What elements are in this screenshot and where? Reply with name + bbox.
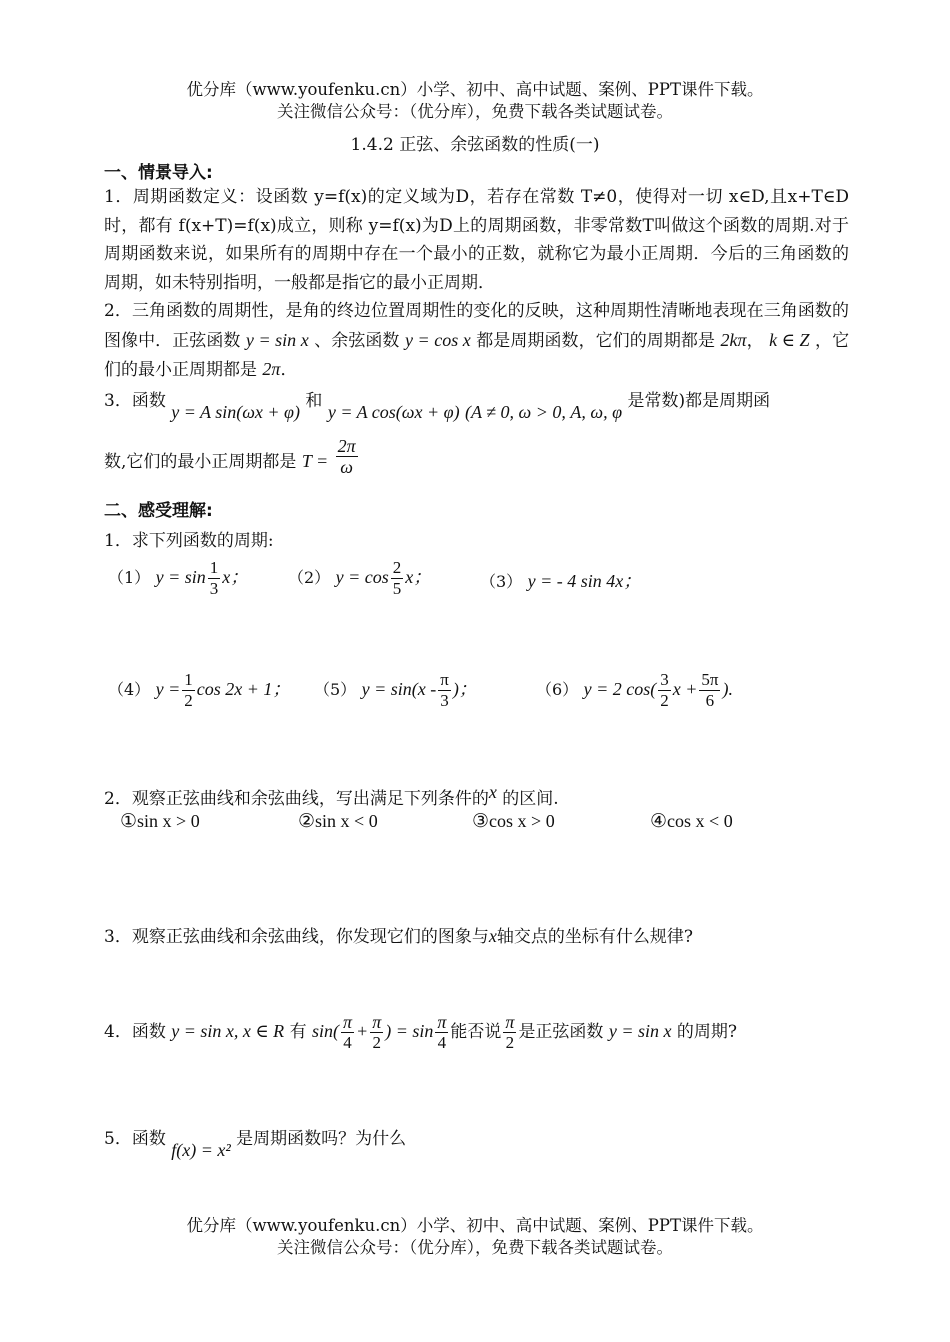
q1-item-2-post: x； [405, 567, 432, 587]
footer-line-2: 关注微信公众号：（优分库），免费下载各类试题试卷。 [277, 1238, 673, 1257]
q4-fraction-4 [503, 1012, 516, 1053]
q1-item-6-fraction-b [699, 670, 720, 711]
p3-text-c: 是常数)都是周期函 [627, 391, 771, 411]
fraction-numerator: 1 [184, 670, 193, 689]
p2-text-c: 都是周期函数，它们的周期都是 [476, 330, 716, 351]
q4-equals-sin: ) = sin [385, 1021, 434, 1041]
q1-item-5 [314, 670, 477, 711]
q3-text-b: 轴交点的坐标有什么规律? [496, 927, 693, 947]
q4-fraction-3 [435, 1012, 448, 1053]
paragraph-1: 1．周期函数定义：设函数 y=f(x)的定义域为D，若存在常数 T≠0，使得对一切 x∈D,且x+T∈D时，都有 f(x+T)=f(x)成立，则称 y=f(x)为D上的周期函数，非零常数T叫做这个函数的周期.对于周期函数来说，如果所有的周期中存在一个最小的正数，就称它为最小正周期．今后的三角函数的周期，如未特别指明，一般都是指它的最小正周期． [104, 187, 849, 293]
p3-cos-formula: y = A cos(ωx + φ) [327, 402, 460, 422]
p3-sin-formula: y = A sin(ωx + φ) [171, 402, 301, 422]
q1-item-4-post: cos 2x + 1； [196, 679, 291, 699]
q5-text-b: 是周期函数吗？为什么 [236, 1129, 407, 1149]
fraction-numerator: π [505, 1012, 515, 1032]
q2-item-1 [120, 810, 200, 832]
fraction-numerator: 1 [209, 558, 219, 577]
q1-item-5-fraction [438, 670, 451, 711]
fraction-denominator: 6 [705, 691, 715, 710]
p3-period-fraction [336, 436, 358, 477]
fraction-numerator: π [372, 1012, 382, 1032]
q3-text-a: 3．观察正弦曲线和余弦曲线，你发现它们的图象与 [104, 927, 489, 947]
paragraph-3-line-2 [104, 436, 360, 483]
q1-item-6-mid: x + [672, 679, 698, 699]
p3-text-d: 数,它们的最小正周期都是 [104, 452, 297, 472]
question-4 [104, 1012, 737, 1053]
q2-text-end: 的区间. [496, 789, 559, 809]
q2-item-1-expr: sin x > 0 [137, 811, 200, 831]
section-2-heading: 二、感受理解: [104, 501, 213, 521]
q1-item-1-post: x； [222, 567, 249, 587]
p2-text-b: 、余弦函数 [314, 330, 400, 351]
p3-fraction-denominator: ω [340, 457, 353, 477]
fraction-denominator: 3 [209, 579, 219, 598]
p3-fraction-numerator: 2π [337, 436, 356, 456]
fraction-numerator: 5π [701, 670, 719, 689]
q2-item-mark: ④ [650, 810, 668, 832]
q2-x: x [488, 782, 497, 802]
fraction-denominator: 4 [437, 1033, 447, 1052]
question-3 [104, 922, 693, 947]
q2-item-mark: ① [120, 810, 138, 832]
p2-k-in-z: k ∈ Z [769, 329, 810, 350]
q1-item-5-pre: y = sin(x - [361, 679, 437, 699]
fraction-numerator: 2 [392, 558, 402, 577]
q1-item-1-fraction [208, 558, 221, 599]
p2-period: 2kπ [720, 329, 747, 350]
q4-function-2: y = sin x [608, 1021, 672, 1041]
fraction-denominator: 3 [440, 691, 449, 710]
q1-item-1-pre: y = sin [155, 567, 206, 587]
q1-item-label: （5） [314, 680, 357, 699]
q1-item-6-pre: y = 2 cos( [583, 679, 657, 699]
q1-item-6-post: ). [722, 679, 733, 699]
q4-fraction-2 [370, 1012, 383, 1053]
fraction-numerator: 3 [660, 670, 669, 689]
p2-text-d: ， [746, 330, 764, 351]
p2-text-a: 2．三角函数的周期性，是角的终边位置周期性的变化的反映，这种周期性清晰地表现在三角函数的图像中．正弦函数 [104, 301, 849, 351]
p2-text-e: ，它们的最小正周期都是 [104, 330, 850, 380]
fraction-denominator: 2 [660, 691, 669, 710]
q4-sin-open: sin( [312, 1021, 339, 1041]
q1-item-4-pre: y = [155, 679, 181, 699]
p3-text-a: 3．函数 [104, 391, 166, 411]
q2-item-mark: ② [298, 810, 316, 832]
fraction-denominator: 5 [392, 579, 402, 598]
q1-item-5-post: )； [452, 679, 477, 699]
q2-text: 2．观察正弦曲线和余弦曲线，写出满足下列条件的 [104, 789, 489, 809]
q5-function: f(x) = x² [171, 1140, 231, 1160]
q4-text-b: 有 [289, 1022, 307, 1042]
page-title: 1.4.2 正弦、余弦函数的性质(一) [350, 135, 600, 155]
q2-item-3 [472, 810, 555, 832]
fraction-denominator: 4 [343, 1033, 352, 1052]
q1-item-3-expr: y = - 4 sin 4x； [527, 571, 642, 591]
question-2 [104, 784, 559, 809]
q1-item-3 [480, 567, 641, 593]
q2-item-2-expr: sin x < 0 [315, 811, 378, 831]
q2-item-2 [298, 810, 378, 832]
question-5 [104, 1124, 407, 1160]
q4-function: y = sin x, x ∈ R [171, 1021, 285, 1041]
p3-condition: (A ≠ 0, ω > 0 [465, 402, 562, 422]
q4-text-c: 能否说 [450, 1022, 502, 1042]
footer-line-1: 优分库（www.youfenku.cn）小学、初中、高中试题、案例、PPT课件下载。 [186, 1216, 764, 1235]
q1-item-label: （4） [108, 680, 151, 699]
q5-text-a: 5．函数 [104, 1129, 166, 1149]
p2-min-period: 2π [262, 359, 281, 379]
fraction-denominator: 2 [505, 1033, 515, 1052]
fraction-numerator: π [437, 1012, 447, 1032]
q4-plus: + [356, 1021, 369, 1041]
q1-item-2-fraction [391, 558, 404, 599]
p2-cos-formula: y = cos x [404, 329, 471, 350]
q4-text-a: 4．函数 [104, 1022, 166, 1042]
q1-item-label: （3） [480, 572, 523, 591]
q2-item-3-expr: cos x > 0 [489, 811, 555, 831]
fraction-denominator: 2 [372, 1033, 381, 1052]
header-line-2: 关注微信公众号：（优分库），免费下载各类试题试卷。 [277, 102, 673, 121]
q1-item-label: （6） [536, 680, 579, 699]
paragraph-3-line-1 [104, 386, 771, 422]
q1-item-4 [108, 670, 290, 711]
header-line-1: 优分库（www.youfenku.cn）小学、初中、高中试题、案例、PPT课件下载。 [186, 80, 764, 99]
p3-text-b: 和 [305, 391, 323, 411]
q1-item-4-fraction [182, 670, 195, 711]
q1-item-2-pre: y = cos [335, 567, 389, 587]
q4-text-e: 的周期? [676, 1022, 738, 1042]
paragraph-2 [104, 297, 849, 385]
fraction-numerator: π [440, 670, 449, 689]
q1-item-2 [288, 558, 431, 599]
p3-T: T = [301, 451, 329, 471]
q1-item-1 [108, 558, 248, 599]
q4-fraction-1 [341, 1012, 354, 1053]
q1-item-6 [536, 670, 733, 711]
fraction-numerator: π [343, 1012, 353, 1032]
q2-item-mark: ③ [472, 810, 490, 832]
p2-sin-formula: y = sin x [245, 329, 309, 350]
question-1: 1．求下列函数的周期: [104, 531, 274, 551]
q1-item-label: （1） [108, 568, 151, 587]
fraction-denominator: 2 [184, 691, 193, 710]
p2-text-f: ． [280, 360, 298, 380]
q1-item-label: （2） [288, 568, 331, 587]
q1-item-6-fraction-a [658, 670, 671, 711]
q2-item-4 [650, 810, 733, 832]
p3-params: , A, ω, φ [561, 402, 623, 422]
section-1-heading: 一、情景导入: [104, 163, 213, 183]
q3-x: x [488, 926, 497, 946]
q4-text-d: 是正弦函数 [518, 1022, 604, 1042]
q2-item-4-expr: cos x < 0 [667, 811, 733, 831]
